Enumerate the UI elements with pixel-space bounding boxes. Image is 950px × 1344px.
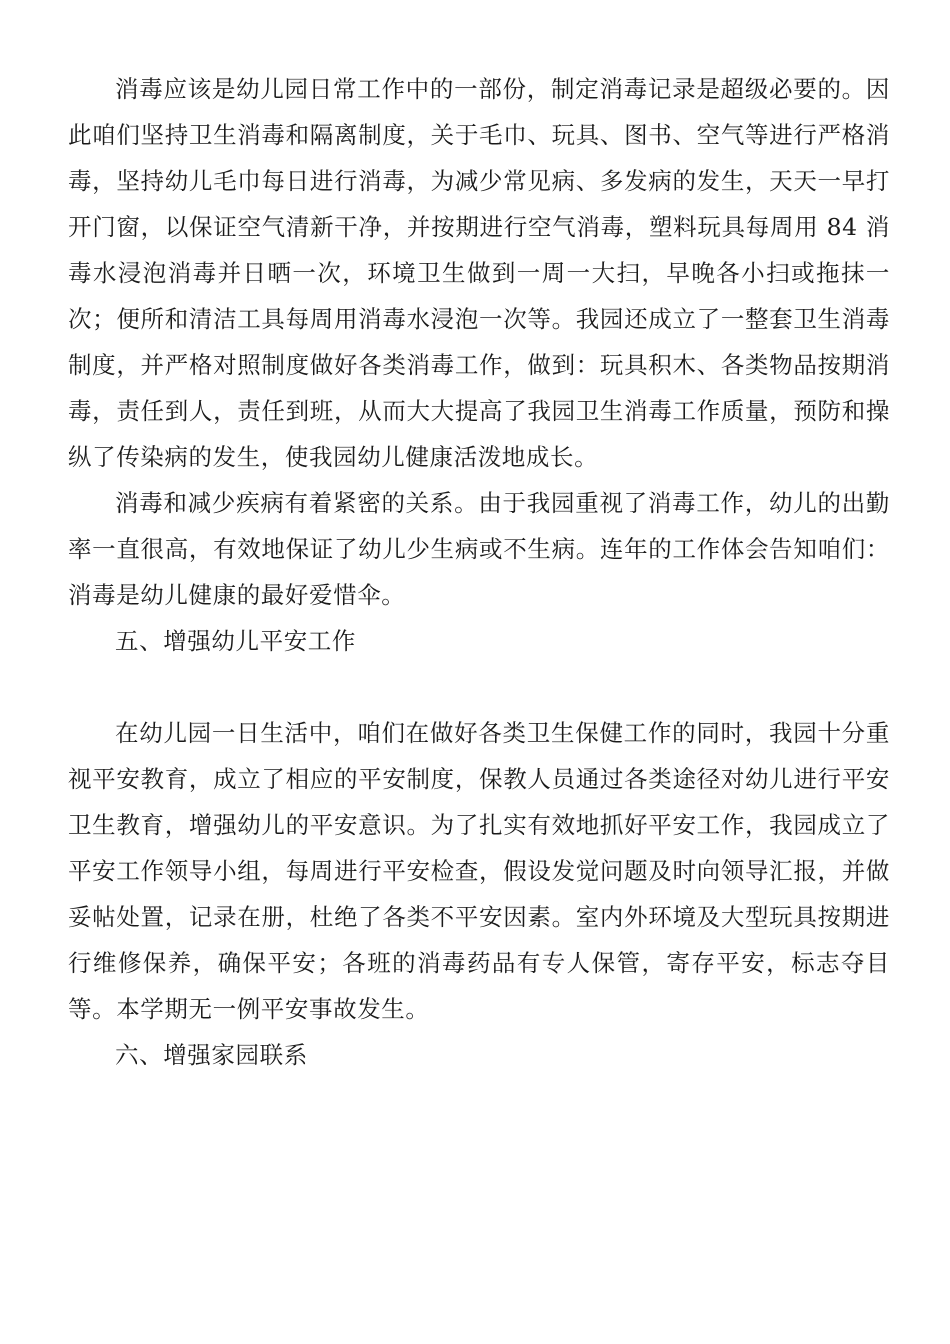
blank-line [68,664,890,710]
paragraph-disinfection: 消毒应该是幼儿园日常工作中的一部份，制定消毒记录是超级必要的。因此咱们坚持卫生消毒和隔离制度，关于毛巾、玩具、图书、空气等进行严格消毒，坚持幼儿毛巾每日进行消毒，为减少常见病、多发病的发生，天天一早打开门窗，以保证空气清新干净，并按期进行空气消毒，塑料玩具每周用 84 消毒水浸泡消毒并日晒一次，环境卫生做到一周一大扫，早晚各小扫或拖抹一次；便所和清洁工具每周用消毒水浸泡一次等。我园还成立了一整套卫生消毒制度，并严格对照制度做好各类消毒工作，做到：玩具积木、各类物品按期消毒，责任到人，责任到班，从而大大提高了我园卫生消毒工作质量，预防和操纵了传染病的发生，使我园幼儿健康活泼地成长。 [68,75,890,471]
section-heading-home-school: 六、增强家园联系 [115,1041,308,1069]
section-heading-safety: 五、增强幼儿平安工作 [115,627,356,655]
document-page [68,66,890,1078]
paragraph-disease-reduction: 消毒和减少疾病有着紧密的关系。由于我园重视了消毒工作，幼儿的出勤率一直很高，有效地保证了幼儿少生病或不生病。连年的工作体会告知咱们：消毒是幼儿健康的最好爱惜伞。 [68,489,890,609]
paragraph-safety-work: 在幼儿园一日生活中，咱们在做好各类卫生保健工作的同时，我园十分重视平安教育，成立了相应的平安制度，保教人员通过各类途径对幼儿进行平安卫生教育，增强幼儿的平安意识。为了扎实有效地抓好平安工作，我园成立了平安工作领导小组，每周进行平安检查，假设发觉问题及时向领导汇报，并做妥帖处置，记录在册，杜绝了各类不平安因素。室内外环境及大型玩具按期进行维修保养，确保平安；各班的消毒药品有专人保管，寄存平安，标志夺目等。本学期无一例平安事故发生。 [68,719,890,1023]
